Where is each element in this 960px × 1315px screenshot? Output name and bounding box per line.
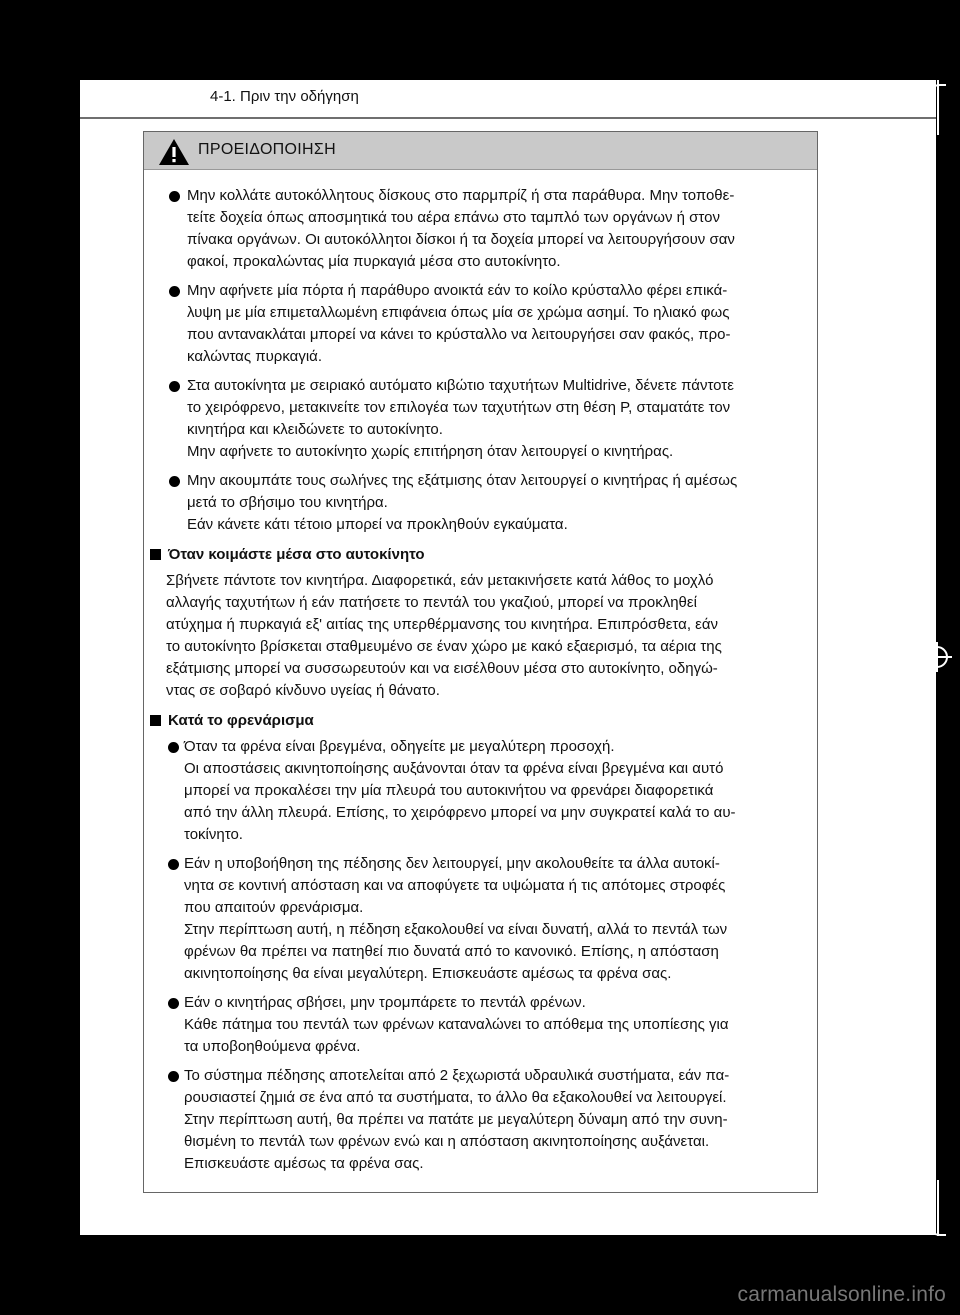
sleeping-paragraph: Σβήνετε πάντοτε τον κινητήρα. Διαφορετικά, εάν μετακινήσετε κατά λάθος το μοχλό αλλαγής ταχυτήτων ή εάν πατήσετε το πεντάλ του γκαζιού, μπορεί να προκληθεί ατύχημα ή πυρκαγιά εξ' αιτίας της υπερθέρμανσης του κινητήρα. Επιπρόσθετα, εάν το αυτοκίνητο βρίσκεται σταθμευμένο σε έναν χώρο με κακό εξαερισμό, τα αέρια της εξάτμισης μπορεί να συσσωρευτούν και να εισέλθουν μέσα στο αυτοκίνητο, οδηγώ- ντας σε σοβαρό κίνδυνο υγείας ή θάνατο. [166,572,722,699]
list-item: Στα αυτοκίνητα με σειριακό αυτόματο κιβώτιο ταχυτήτων Multidrive, δένετε πάντοτε το χειρόφρενο, μετακινείτε τον επιλογέα των ταχυτήτων στη θέση P, σταματάτε τον κινητήρα και κλειδώνετε το αυτοκίνητο. Μην αφήνετε το αυτοκίνητο χωρίς επιτήρηση όταν λειτουργεί ο κινητήρας. [144,375,817,463]
bullet-icon [168,998,179,1009]
registration-mark-icon [926,646,948,668]
warning-box [143,131,818,1193]
bullet-icon [169,286,180,297]
watermark: carmanualsonline.info [737,1283,946,1306]
list-item: Όταν τα φρένα είναι βρεγμένα, οδηγείτε με μεγαλύτερη προσοχή. Οι αποστάσεις ακινητοποίησης αυξάνονται όταν τα φρένα είναι βρεγμένα και αυτό μπορεί να προκαλέσει την μία πλευρά του αυτοκινήτου να φρενάρει διαφορετικά από την άλλη πλευρά. Επίσης, το χειρόφρενο μπορεί να μην συγκρατεί καλά το αυ- τοκίνητο. [144,736,817,846]
bullet-icon [168,1071,179,1082]
warning-content [144,178,817,1175]
warning-triangle-icon [158,138,190,166]
header-rule [80,117,936,119]
bullet-icon [168,742,179,753]
bullet-icon [169,191,180,202]
list-item: Μην αφήνετε μία πόρτα ή παράθυρο ανοικτά εάν το κοίλο κρύσταλλο φέρει επικά- λυψη με μία επιμεταλλωμένη επιφάνεια όπως μία σε χρώμα ασημί. Το ηλιακό φως που αντανακλάται μπορεί να κάνει το κρύσταλλο να λειτουργήσει σαν φακός, προ- καλώντας πυρκαγιά. [144,280,817,368]
square-bullet-icon [150,549,161,560]
section-heading-braking: Κατά το φρενάρισμα [144,710,817,732]
bullet-icon [169,381,180,392]
section-heading-sleeping: Όταν κοιμάστε μέσα στο αυτοκίνητο [144,544,817,566]
list-item: Μην κολλάτε αυτοκόλλητους δίσκους στο παρμπρίζ ή στα παράθυρα. Μην τοποθε- τείτε δοχεία όπως αποσμητικά του αέρα επάνω στο ταμπλό των οργάνων ή στον πίνακα οργάνων. Οι αυτοκόλλητοι δίσκοι ή τα δοχεία μπορεί να λειτουργήσουν σαν φακοί, προκαλώντας μία πυρκαγιά μέσα στο αυτοκίνητο. [144,185,817,273]
warning-header [144,132,817,170]
bullet-icon [168,859,179,870]
list-item: Μην ακουμπάτε τους σωλήνες της εξάτμισης όταν λειτουργεί ο κινητήρας ή αμέσως μετά το σβήσιμο του κινητήρα. Εάν κάνετε κάτι τέτοιο μπορεί να προκληθούν εγκαύματα. [144,470,817,536]
list-item: Εάν η υποβοήθηση της πέδησης δεν λειτουργεί, μην ακολουθείτε τα άλλα αυτοκί- νητα σε κοντινή απόσταση και να αποφύγετε τα υψώματα ή τις απότομες στροφές που απαιτούν φρενάρισμα. Στην περίπτωση αυτή, η πέδηση εξακολουθεί να είναι δυνατή, αλλά το πεντάλ των φρένων θα πρέπει να πατηθεί πιο δυνατά από το κανονικό. Επίσης, η απόσταση ακινητοποίησης θα είναι μεγαλύτερη. Επισκευάστε αμέσως τα φρένα σας. [144,853,817,985]
section-header: 4-1. Πριν την οδήγηση [210,88,359,105]
list-item: Εάν ο κινητήρας σβήσει, μην τρομπάρετε το πεντάλ φρένων. Κάθε πάτημα του πεντάλ των φρένων καταναλώνει το απόθεμα της υποπίεσης για τα υποβοηθούμενα φρένα. [144,992,817,1058]
list-item: Το σύστημα πέδησης αποτελείται από 2 ξεχωριστά υδραυλικά συστήματα, εάν πα- ρουσιαστεί ζημιά σε ένα από τα συστήματα, το άλλο θα εξακολουθεί να λειτουργεί. Στην περίπτωση αυτή, θα πρέπει να πατάτε με μεγαλύτερη δύναμη από την συνη- θισμένη το πεντάλ των φρένων ενώ και η απόσταση ακινητοποίησης αυξάνεται. Επισκευάστε αμέσως τα φρένα σας. [144,1065,817,1175]
bullet-icon [169,476,180,487]
warning-title: ΠΡΟΕΙΔΟΠΟΙΗΣΗ [198,141,336,158]
square-bullet-icon [150,715,161,726]
